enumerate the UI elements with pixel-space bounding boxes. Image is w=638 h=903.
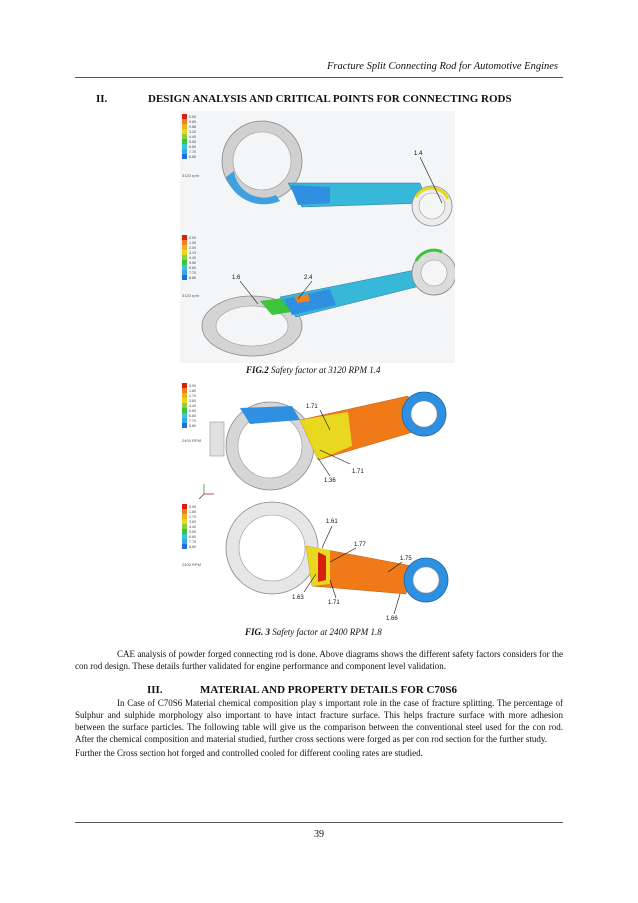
legend-value: 8.80 <box>189 545 196 549</box>
legend-value: 2.09 <box>189 246 196 250</box>
legend-value: 2.70 <box>189 515 196 519</box>
legend-swatch <box>182 514 187 519</box>
fig3-bottom-small-end-bore <box>413 567 439 593</box>
legend-swatch <box>182 260 187 265</box>
fig2-caption-text: Safety factor at 3120 RPM 1.4 <box>271 365 381 375</box>
fig3-top-legend <box>182 383 196 428</box>
fig2-top-small-end-bore <box>419 193 445 219</box>
page-number: 39 <box>314 829 324 840</box>
legend-swatch <box>182 129 187 134</box>
fig2-image <box>180 111 455 363</box>
fig3-top-bolt-boss <box>210 422 224 456</box>
fig2-top-big-end-bore <box>233 132 291 190</box>
fig3-bottom-callout-3: 1.75 <box>400 556 412 562</box>
legend-value: 0.89 <box>189 120 196 124</box>
legend-value: 1.09 <box>189 241 196 245</box>
legend-swatch <box>182 250 187 255</box>
fig2-bottom-rpm-label: 3120 rpm <box>182 293 199 298</box>
legend-value: 3.60 <box>189 520 196 524</box>
legend-value: 6.60 <box>189 266 196 270</box>
legend-swatch <box>182 383 187 388</box>
legend-swatch <box>182 134 187 139</box>
legend-value: 0.90 <box>189 505 196 509</box>
fig3-bottom-callout-5: 1.71 <box>328 600 340 606</box>
fig3-image <box>180 380 455 622</box>
fig2-bottom-callout-2: 2.4 <box>304 275 313 281</box>
legend-value: 7.70 <box>189 419 196 423</box>
legend-swatch <box>182 245 187 250</box>
fig3-svg <box>180 380 455 622</box>
legend-swatch <box>182 398 187 403</box>
legend-swatch <box>182 154 187 159</box>
legend-value: 6.60 <box>189 414 196 418</box>
legend-swatch <box>182 119 187 124</box>
fig2-top-rpm-label: 3120 rpm <box>182 173 199 178</box>
legend-swatch <box>182 240 187 245</box>
legend-swatch <box>182 255 187 260</box>
legend-value: 7.70 <box>189 150 196 154</box>
legend-value: 7.70 <box>189 271 196 275</box>
fig3-bottom-legend <box>182 504 196 549</box>
fig3-bottom-callout-6: 1.66 <box>386 616 398 622</box>
fig3-caption-text: Safety factor at 2400 RPM 1.8 <box>272 627 382 637</box>
legend-value: 0.90 <box>189 384 196 388</box>
legend-swatch <box>182 423 187 428</box>
fig2-caption-label: FIG.2 <box>246 365 269 375</box>
legend-swatch <box>182 139 187 144</box>
fig3-caption <box>245 627 382 637</box>
legend-value: 4.40 <box>189 525 196 529</box>
legend-swatch <box>182 114 187 119</box>
legend-value: 8.80 <box>189 155 196 159</box>
fig2-top-callout: 1.4 <box>414 151 423 157</box>
fig3-bottom-rpm-label: 2400 RPM <box>182 562 201 567</box>
fig3-caption-label: FIG. 3 <box>245 627 271 637</box>
fig3-top-callout-1: 1.71 <box>306 404 318 410</box>
legend-swatch <box>182 524 187 529</box>
legend-swatch <box>182 539 187 544</box>
legend-swatch <box>182 275 187 280</box>
legend-value: 8.80 <box>189 276 196 280</box>
fig3-bottom-red-zone <box>318 552 326 582</box>
fig2-top-legend <box>182 114 196 159</box>
fig3-top-rpm-label: 2400 RPM <box>182 438 201 443</box>
fig2-caption <box>246 365 381 375</box>
section-2-number: II. <box>96 93 108 105</box>
fig3-bottom-big-end-bore <box>239 515 305 581</box>
section-2-title: DESIGN ANALYSIS AND CRITICAL POINTS FOR CONNECTING RODS <box>148 93 512 105</box>
legend-swatch <box>182 124 187 129</box>
legend-swatch <box>182 544 187 549</box>
legend-swatch <box>182 418 187 423</box>
legend-value: 1.80 <box>189 389 196 393</box>
legend-swatch <box>182 393 187 398</box>
legend-value: 6.60 <box>189 535 196 539</box>
legend-value: 8.80 <box>189 424 196 428</box>
legend-value: 5.50 <box>189 140 196 144</box>
legend-value: 4.40 <box>189 404 196 408</box>
legend-swatch <box>182 534 187 539</box>
fig2-svg <box>180 111 455 363</box>
legend-swatch <box>182 265 187 270</box>
legend-value: 5.50 <box>189 530 196 534</box>
legend-swatch <box>182 509 187 514</box>
fig3-bottom-callout-4: 1.63 <box>292 595 304 601</box>
fig3-top-callout-3: 1.36 <box>324 478 336 484</box>
legend-value: 7.70 <box>189 540 196 544</box>
legend-swatch <box>182 144 187 149</box>
legend-value: 0.88 <box>189 125 196 129</box>
fig3-bottom-callout-1: 1.61 <box>326 519 338 525</box>
legend-swatch <box>182 408 187 413</box>
legend-value: 0.00 <box>189 236 196 240</box>
legend-value: 2.70 <box>189 394 196 398</box>
legend-value: 6.60 <box>189 145 196 149</box>
paragraph-cross-section: Further the Cross section hot forged and controlled cooled for different cooling rates are studied. <box>75 748 423 758</box>
legend-value: 3.20 <box>189 130 196 134</box>
legend-value: 5.50 <box>189 409 196 413</box>
legend-value: 4.40 <box>189 135 196 139</box>
fig3-top-big-end-bore <box>238 414 302 478</box>
fig3-top-callout-2: 1.71 <box>352 469 364 475</box>
fig2-bottom-small-end-bore <box>421 260 447 286</box>
legend-swatch <box>182 504 187 509</box>
section-3-number: III. <box>147 684 163 696</box>
legend-value: 0.00 <box>189 115 196 119</box>
section-3-title: MATERIAL AND PROPERTY DETAILS FOR C70S6 <box>200 684 458 696</box>
legend-value: 5.50 <box>189 261 196 265</box>
fig2-bottom-legend <box>182 235 196 280</box>
paragraph-cae-analysis: CAE analysis of powder forged connecting rod is done. Above diagrams shows the different safety factors considers for the con rod design. These details further validated for engine performance and component level validation. <box>75 649 563 671</box>
fig3-top-small-end-bore <box>411 401 437 427</box>
legend-swatch <box>182 149 187 154</box>
legend-swatch <box>182 270 187 275</box>
fig2-bottom-callout-1: 1.6 <box>232 275 241 281</box>
legend-swatch <box>182 235 187 240</box>
legend-value: 3.60 <box>189 399 196 403</box>
legend-value: 1.80 <box>189 510 196 514</box>
footer-rule <box>75 822 563 823</box>
legend-swatch <box>182 413 187 418</box>
header-rule <box>75 77 563 78</box>
running-header: Fracture Split Connecting Rod for Automotive Engines <box>327 61 558 72</box>
legend-swatch <box>182 403 187 408</box>
legend-swatch <box>182 529 187 534</box>
legend-swatch <box>182 388 187 393</box>
paragraph-material: In Case of C70S6 Material chemical composition play s important role in the case of fracture splitting. The percentage of Sulphur and sulphide morphology also important to have intact fracture surface. This helps fracture surface with more adhesion between the surface particles. The following table will give us the comparison between the conventional steel used for the con rod. After the chemical composition and material studied, further cross sections were forged as per con rod section for the further study. <box>75 698 563 744</box>
legend-value: 4.40 <box>189 256 196 260</box>
legend-swatch <box>182 519 187 524</box>
legend-value: 3.19 <box>189 251 196 255</box>
fig3-bottom-callout-2: 1.77 <box>354 542 366 548</box>
